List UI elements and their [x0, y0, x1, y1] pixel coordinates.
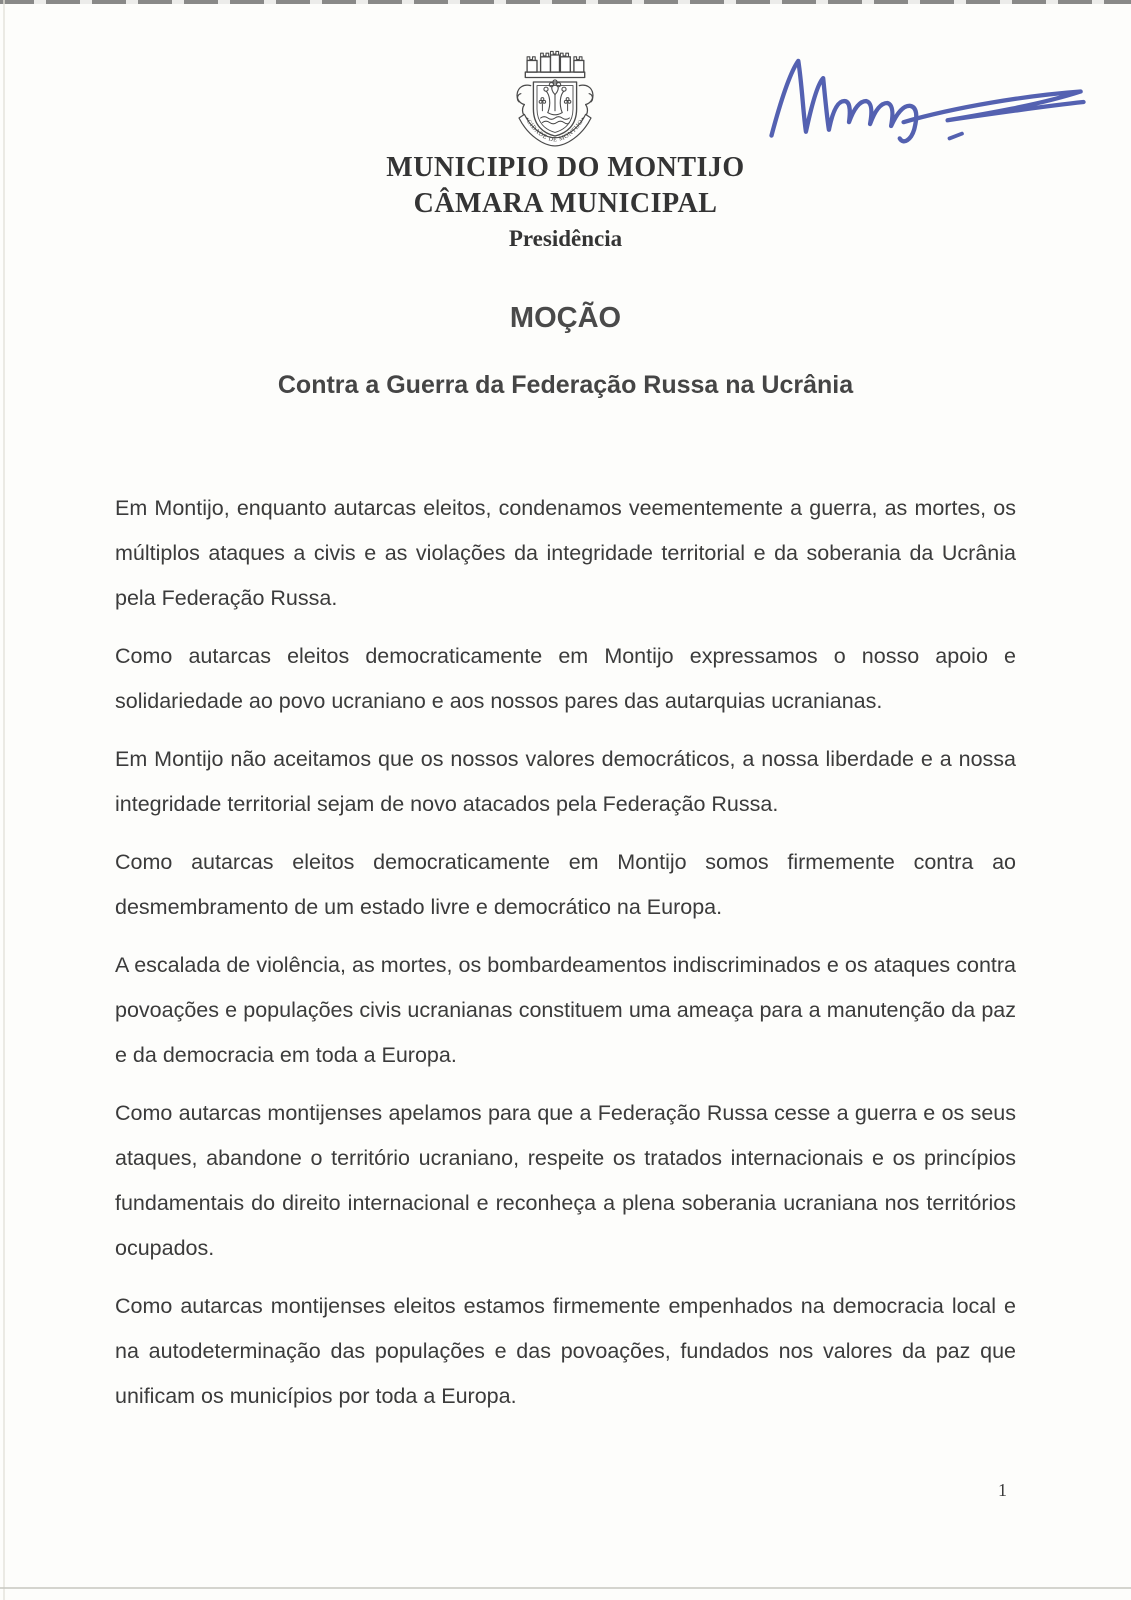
letterhead	[0, 150, 1131, 255]
paragraph-5: A escalada de violência, as mortes, os bombardeamentos indiscriminados e os ataques contra povoações e populações civis ucranianas constituem uma ameaça para a manutenção da paz e da democracia em toda a Europa.	[115, 953, 1016, 1067]
page-number: 1	[998, 1480, 1007, 1500]
paragraph-7: Como autarcas montijenses eleitos estamos firmemente empenhados na democracia local e na autodeterminação das populações e das povoações, fundados nos valores da paz que unificam os municípios por toda a Europa.	[115, 1294, 1016, 1408]
letterhead-municipality: MUNICIPIO DO MONTIJO	[386, 152, 745, 183]
paragraph-4: Como autarcas eleitos democraticamente em Montijo somos firmemente contra ao desmembramento de um estado livre e democrático na Europa.	[115, 850, 1016, 919]
scan-artifact-top	[0, 0, 1131, 4]
paragraph-6: Como autarcas montijenses apelamos para que a Federação Russa cesse a guerra e os seus ataques, abandone o território ucraniano, respeite os tratados internacionais e os princípios fundamentais do direito internacional e reconheça a plena soberania ucraniana nos territórios ocupados.	[115, 1101, 1016, 1260]
document-body	[115, 486, 1016, 1432]
signature-stroke-tick	[950, 134, 962, 139]
letterhead-chamber: CÂMARA MUNICIPAL	[413, 188, 718, 219]
letterhead-presidency: Presidência	[508, 226, 623, 251]
paragraph-1: Em Montijo, enquanto autarcas eleitos, condenamos veementemente a guerra, as mortes, os múltiplos ataques a civis e as violações da integridade territorial e da soberania da Ucrânia pela Federação Russa.	[115, 496, 1016, 610]
municipal-crest-logo	[501, 44, 609, 156]
document-title: MOÇÃO	[509, 302, 622, 334]
signature-stroke-flourish	[904, 92, 1084, 123]
paragraph-3: Em Montijo não aceitamos que os nossos valores democráticos, a nossa liberdade e a nossa integridade territorial sejam de novo atacados pela Federação Russa.	[115, 747, 1016, 816]
crest-crown	[525, 51, 584, 77]
crest-banner-text: CIDADE DE MONTIJO	[525, 118, 585, 144]
document-subtitle: Contra a Guerra da Federação Russa na Ucrânia	[277, 371, 854, 399]
scan-artifact-bottom	[0, 1587, 1131, 1589]
signature-stroke-main	[771, 61, 916, 141]
signature	[760, 44, 1095, 162]
paragraph-2: Como autarcas eleitos democraticamente em Montijo expressamos o nosso apoio e solidariedade ao povo ucraniano e aos nossos pares das autarquias ucranianas.	[115, 644, 1016, 713]
